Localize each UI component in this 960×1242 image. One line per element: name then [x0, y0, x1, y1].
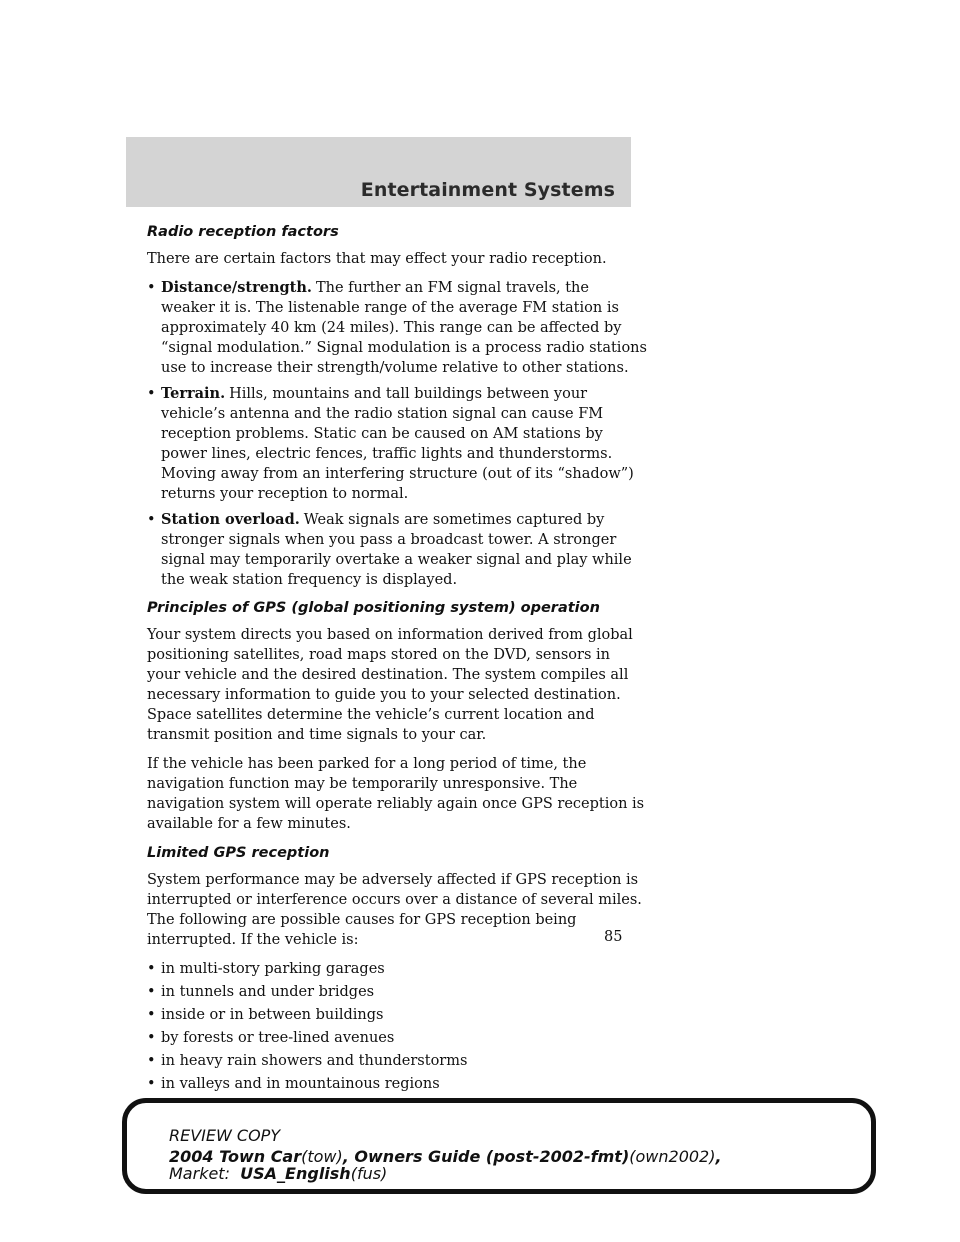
guide-name: Owners Guide (post-2002-fmt) [354, 1147, 630, 1166]
bullet-glyph: • [147, 512, 156, 528]
separator: , [342, 1147, 355, 1166]
list-item [147, 1028, 647, 1048]
item-term: Station overload. [161, 511, 300, 528]
guide-code: (own2002) [629, 1147, 716, 1166]
item-text: The further an FM signal travels, the weaker it is. The listenable range of the average FM station is approximately 40 km (24 miles). This range can be affected by “signal modulation.” Signal modulation is a process radio stations use to increase their strength/volume relative to other stations. [161, 280, 647, 376]
model-code: (tow) [301, 1147, 343, 1166]
bullet-glyph: • [147, 1007, 156, 1023]
section-header-band [126, 137, 631, 207]
section-title: Entertainment Systems [360, 179, 615, 201]
gps-interruption-list [147, 959, 647, 1117]
page-number: 85 [604, 929, 623, 945]
heading-limited-gps: Limited GPS reception [147, 845, 330, 861]
item-term: Terrain. [161, 385, 226, 402]
page-content [147, 222, 647, 1125]
model-name: 2004 Town Car [169, 1147, 302, 1166]
item-text: by forests or tree-lined avenues [161, 1030, 395, 1046]
review-copy-label: REVIEW COPY [169, 1126, 281, 1145]
market-code: (fus) [350, 1164, 388, 1183]
bullet-glyph: • [147, 1053, 156, 1069]
market-value: USA_English [240, 1164, 351, 1183]
item-text: inside or in between buildings [161, 1007, 384, 1023]
radio-intro: There are certain factors that may effect your radio reception. [147, 251, 607, 267]
list-item [147, 1074, 647, 1094]
item-text: in valleys and in mountainous regions [161, 1076, 440, 1092]
bullet-glyph: • [147, 386, 156, 402]
item-text: in heavy rain showers and thunderstorms [161, 1053, 468, 1069]
limited-gps-paragraph: System performance may be adversely affected if GPS reception is interrupted or interference occurs over a distance of several miles. The following are possible causes for GPS reception being interrupted. If the vehicle is: [147, 872, 642, 948]
bullet-glyph: • [147, 1076, 156, 1092]
list-item [147, 959, 647, 979]
item-text: in tunnels and under bridges [161, 984, 375, 1000]
heading-gps-principles: Principles of GPS (global positioning system) operation [147, 600, 600, 616]
list-item [147, 1051, 647, 1071]
item-text: Weak signals are sometimes captured by stronger signals when you pass a broadcast tower. A stronger signal may temporarily overtake a weaker signal and play while the weak station frequency is displayed. [161, 512, 632, 588]
trailing-comma: , [715, 1147, 722, 1166]
market-label: Market: [169, 1164, 230, 1183]
radio-factors-list [147, 278, 647, 590]
bullet-glyph: • [147, 1030, 156, 1046]
list-item [147, 278, 647, 378]
gps-paragraph-2: If the vehicle has been parked for a long period of time, the navigation function may be temporarily unresponsive. The navigation system will operate reliably again once GPS reception is available for a few minutes. [147, 756, 645, 832]
market-line [169, 1165, 387, 1183]
review-copy-box [122, 1098, 876, 1194]
heading-radio-reception: Radio reception factors [147, 224, 339, 240]
gps-paragraph-1: Your system directs you based on information derived from global positioning satellites, road maps stored on the DVD, sensors in your vehicle and the desired destination. The system compiles all necessary information to guide you to your selected destination. Space satellites determine the vehicle’s current location and transmit position and time signals to your car. [147, 627, 633, 743]
bullet-glyph: • [147, 984, 156, 1000]
list-item [147, 510, 647, 590]
list-item [147, 1005, 647, 1025]
item-text: Hills, mountains and tall buildings between your vehicle’s antenna and the radio station signal can cause FM reception problems. Static can be caused on AM stations by power lines, electric fences, traffic lights and thunderstorms. Moving away from an interfering structure (out of its “shadow”) returns your reception to normal. [161, 386, 634, 502]
list-item [147, 384, 647, 504]
item-term: Distance/strength. [161, 279, 312, 296]
item-text: in multi-story parking garages [161, 961, 385, 977]
list-item [147, 982, 647, 1002]
bullet-glyph: • [147, 961, 156, 977]
bullet-glyph: • [147, 280, 156, 296]
